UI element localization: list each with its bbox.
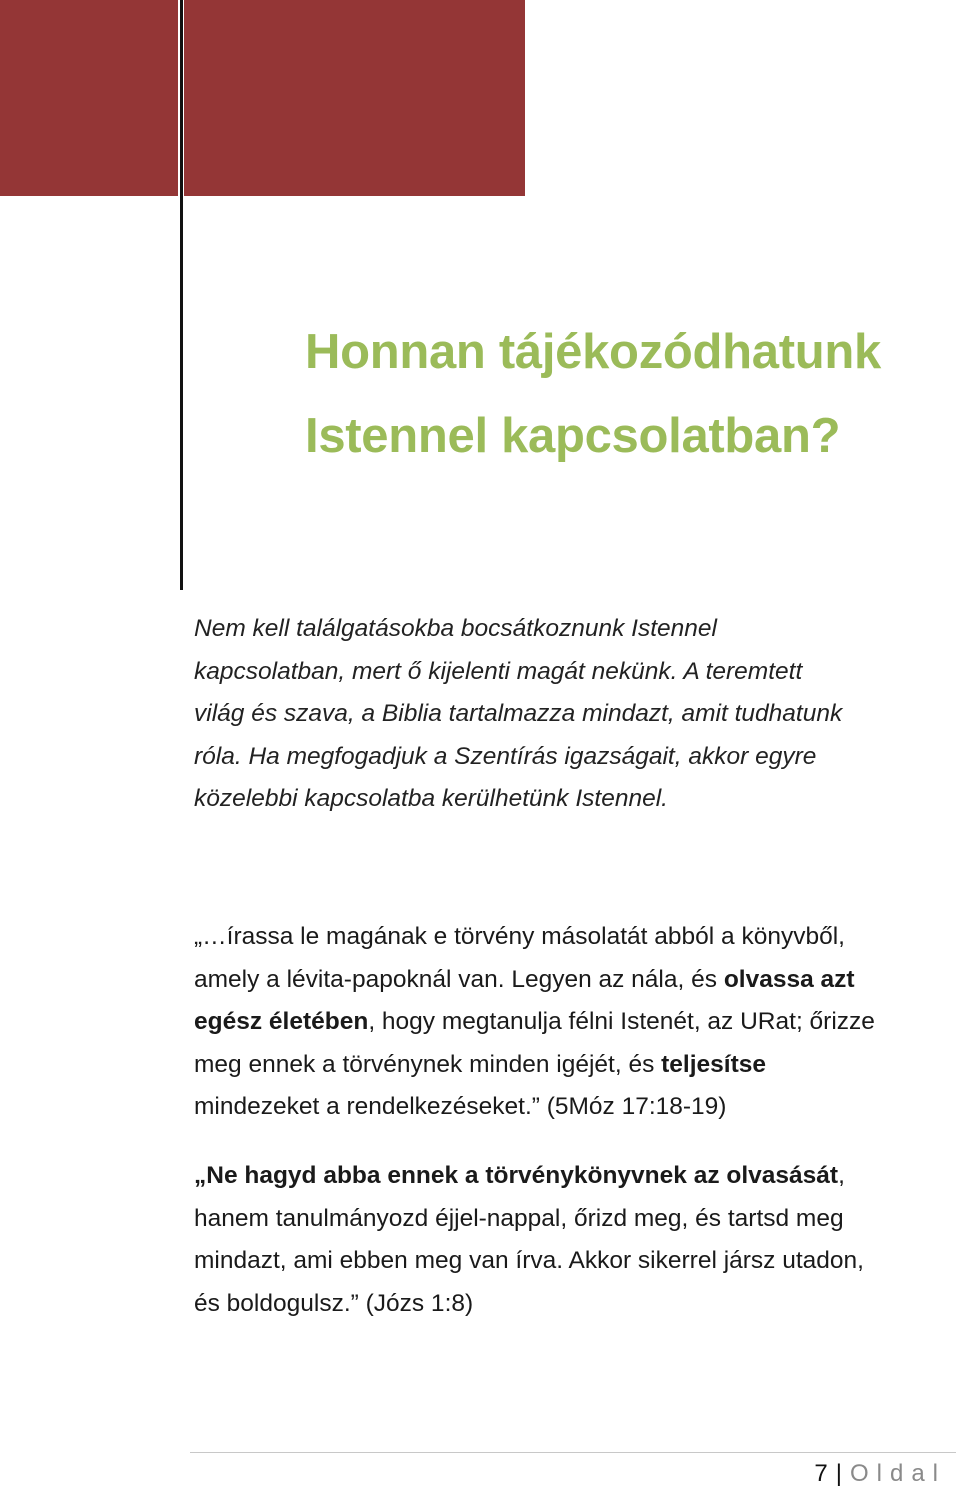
quote2-bold-text: „Ne hagyd abba ennek a törvénykönyvnek az olvasását [194, 1162, 839, 1189]
intro-line-5: közelebbi kapcsolatba kerülhetünk Istennel. [194, 785, 668, 812]
quote2-line-4: és boldogulsz.” (Józs 1:8) [194, 1289, 474, 1317]
quote2-line-1 [194, 1155, 954, 1198]
quote2-line-2: hanem tanulmányozd éjjel-nappal, őrizd meg, és tartsd meg [194, 1204, 844, 1232]
quote2-line-3: mindazt, ami ebben meg van írva. Akkor sikerrel jársz utadon, [194, 1247, 864, 1274]
quote1-text: , hogy megtanulja félni Istenét, az URat; őrizze [368, 1008, 875, 1035]
quote1-line-5: mindezeket a rendelkezéseket.” (5Móz 17:18-19) [194, 1093, 727, 1120]
quote1-text: amely a lévita-papoknál van. Legyen az nála, és [194, 965, 724, 993]
quote1-line-2 [194, 959, 954, 1002]
quote1-line-3 [194, 1001, 954, 1044]
page-footer [814, 1456, 946, 1492]
quote1-text: meg ennek a törvénynek minden igéjét, és [194, 1050, 662, 1078]
footer-separator: | [835, 1460, 842, 1487]
page-title [305, 310, 955, 478]
quote2-text: , [838, 1162, 845, 1189]
intro-line-3: világ és szava, a Biblia tartalmazza mindazt, amit tudhatunk [194, 700, 843, 727]
decorative-red-block-right [184, 0, 525, 196]
intro-line-2: kapcsolatban, mert ő kijelenti magát nekünk. A teremtett [194, 657, 803, 685]
title-line-2: Istennel kapcsolatban? [305, 409, 841, 463]
intro-line-1: Nem kell találgatásokba bocsátkoznunk Istennel [194, 615, 717, 642]
vertical-divider [180, 0, 183, 590]
footer-divider [190, 1452, 956, 1453]
title-line-1: Honnan tájékozódhatunk [305, 325, 881, 379]
quote1-line-4 [194, 1044, 954, 1087]
decorative-red-block-left [0, 0, 178, 196]
intro-line-4: róla. Ha megfogadjuk a Szentírás igazságait, akkor egyre [194, 742, 817, 770]
page-label: Oldal [849, 1460, 946, 1487]
quote1-bold-text: olvassa azt [723, 965, 855, 993]
bible-quote-joshua [194, 1155, 954, 1325]
intro-paragraph [194, 608, 939, 821]
page-number: 7 [814, 1460, 828, 1487]
quote1-bold-text: teljesítse [661, 1050, 767, 1078]
quote1-bold-text: egész életében [194, 1008, 369, 1035]
bible-quote-deuteronomy [194, 916, 954, 1129]
quote1-line-1: „…írassa le magának e törvény másolatát abból a könyvből, [194, 923, 845, 950]
